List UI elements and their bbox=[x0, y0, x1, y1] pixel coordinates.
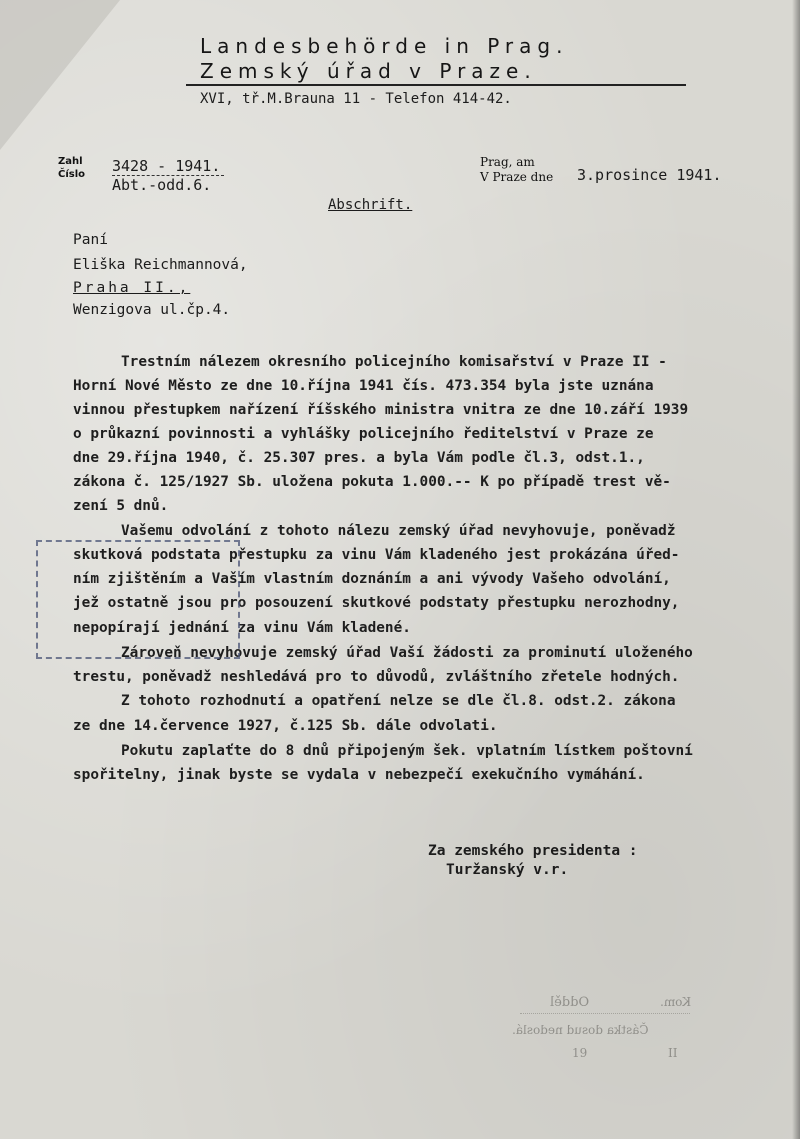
place-label-czech: V Praze dne bbox=[480, 170, 554, 184]
bleedthrough-text: II bbox=[668, 1046, 678, 1060]
body-line: trestu, poněvadž neshledává pro to důvodů, zvláštního zřetele hodných. bbox=[73, 669, 680, 685]
body-line: zení 5 dnů. bbox=[73, 498, 169, 514]
body-line: zákona č. 125/1927 Sb. uložena pokuta 1.000.-- K po případě trest vě- bbox=[73, 474, 671, 490]
signature-name: Turžanský v.r. bbox=[446, 862, 569, 878]
body-line: Pokutu zaplaťte do 8 dnů připojeným šek. vplatním lístkem poštovní bbox=[121, 743, 693, 759]
place-label-german: Prag, am bbox=[480, 155, 535, 169]
body-line: Zároveň nevyhovuje zemský úřad Vaší žádosti za prominutí uloženého bbox=[121, 645, 693, 661]
bleedthrough-text: 19 bbox=[572, 1046, 588, 1060]
cislo-label: Číslo bbox=[58, 169, 86, 180]
recipient-street: Wenzigova ul.čp.4. bbox=[73, 302, 231, 318]
body-line: nepopírají jednání za vinu Vám kladené. bbox=[73, 620, 411, 636]
signature-line: Za zemského presidenta : bbox=[428, 843, 638, 859]
department-code: Abt.-odd.6. bbox=[112, 176, 212, 194]
page-edge-shadow bbox=[792, 0, 800, 1139]
letterhead-czech: Zemský úřad v Praze. bbox=[200, 59, 537, 83]
bleedthrough-rule bbox=[520, 1013, 690, 1014]
letterhead-address: XVI, tř.M.Brauna 11 - Telefon 414-42. bbox=[200, 91, 512, 107]
body-line: Z tohoto rozhodnutí a opatření nelze se dle čl.8. odst.2. zákona bbox=[121, 693, 676, 709]
body-line: o průkazní povinnosti a vyhlášky policejního ředitelství v Praze ze bbox=[73, 426, 654, 442]
body-line: skutková podstata přestupku za vinu Vám kladeného jest prokázána úřed- bbox=[73, 547, 680, 563]
body-line: ním zjištěním a Vaším vlastním doznáním a ani vývody Vašeho odvolání, bbox=[73, 571, 671, 587]
bleedthrough-text: Částka dosud nedoslá. bbox=[512, 1023, 649, 1037]
recipient-city: Praha II., bbox=[73, 280, 191, 296]
body-line: dne 29.října 1940, č. 25.307 pres. a byla Vám podle čl.3, odst.1., bbox=[73, 450, 645, 466]
document-date: 3.prosince 1941. bbox=[577, 166, 722, 184]
body-line: jež ostatně jsou pro posouzení skutkové podstaty přestupku nerozhodny, bbox=[73, 595, 680, 611]
letterhead-german: Landesbehörde in Prag. bbox=[200, 34, 569, 58]
recipient-salutation: Paní bbox=[73, 232, 108, 248]
letterhead-rule bbox=[186, 84, 686, 86]
recipient-name: Eliška Reichmannová, bbox=[73, 257, 248, 273]
reference-number: 3428 - 1941. bbox=[112, 157, 221, 175]
bleedthrough-text: Kom. bbox=[660, 995, 692, 1009]
bleedthrough-text: Odděl bbox=[550, 995, 590, 1010]
body-line: Trestním nálezem okresního policejního komisařství v Praze II - bbox=[121, 354, 667, 370]
faded-stamp bbox=[36, 540, 240, 659]
body-line: Horní Nové Město ze dne 10.října 1941 čís. 473.354 byla jste uznána bbox=[73, 378, 654, 394]
body-line: vinnou přestupkem nařízení říšského ministra vnitra ze dne 10.září 1939 bbox=[73, 402, 689, 418]
body-line: ze dne 14.července 1927, č.125 Sb. dále odvolati. bbox=[73, 718, 498, 734]
body-line: Vašemu odvolání z tohoto nálezu zemský úřad nevyhovuje, poněvadž bbox=[121, 523, 676, 539]
document-title: Abschrift. bbox=[328, 197, 413, 213]
zahl-label: Zahl bbox=[58, 156, 83, 167]
folded-corner bbox=[0, 0, 120, 150]
body-line: spořitelny, jinak byste se vydala v nebezpečí exekučního vymáhání. bbox=[73, 767, 645, 783]
